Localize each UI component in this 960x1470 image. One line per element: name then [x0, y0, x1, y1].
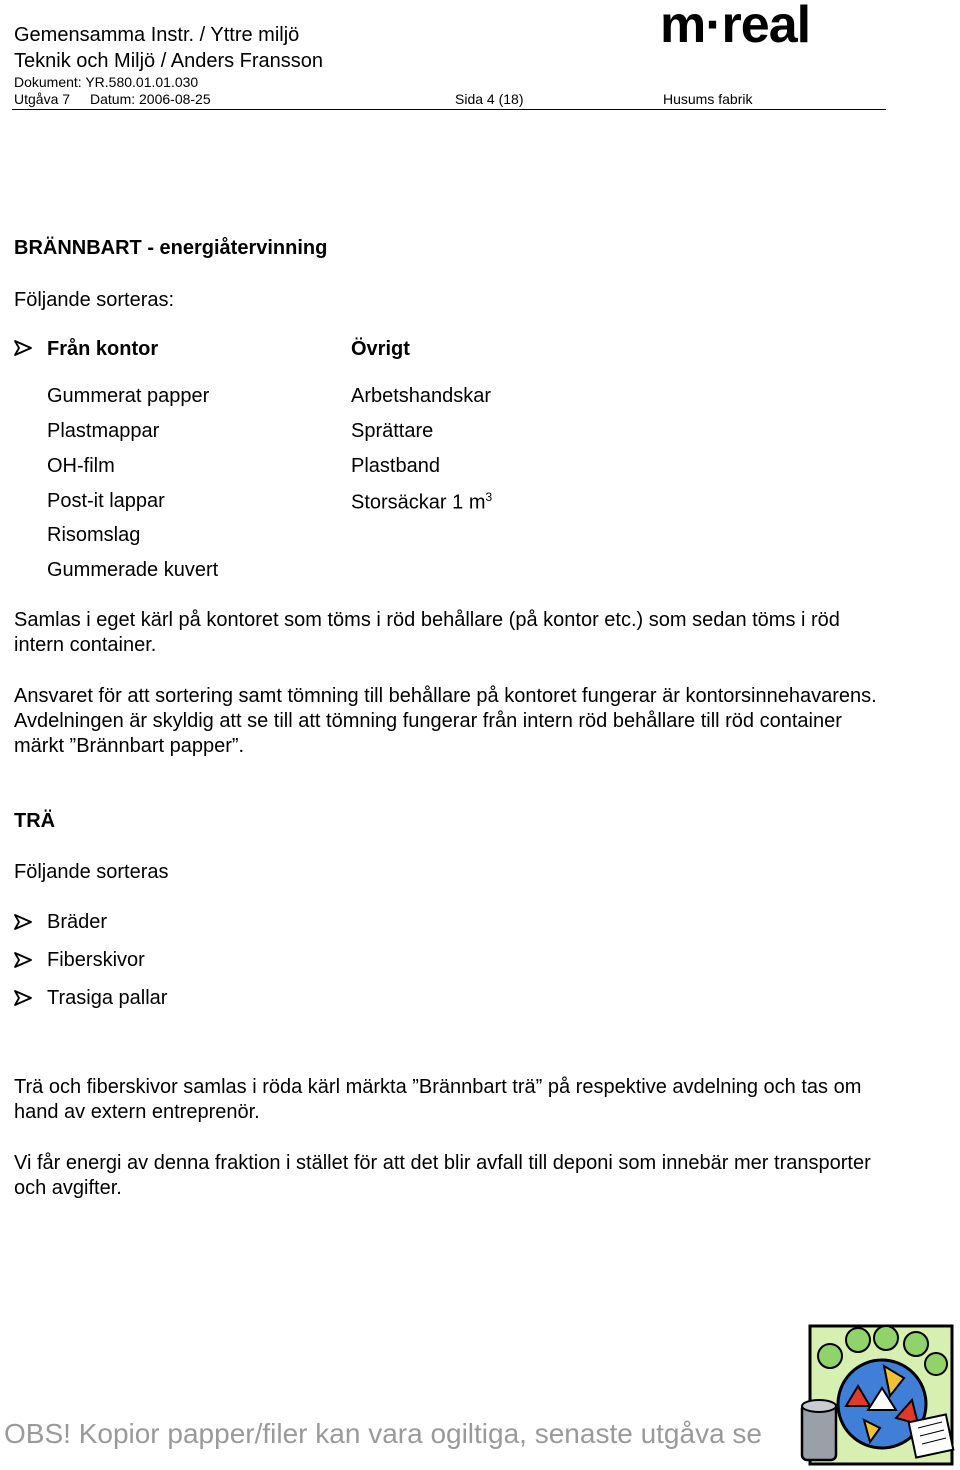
header-author: Teknik och Miljö / Anders Fransson — [14, 50, 324, 72]
paragraph: Ansvaret för att sortering samt tömning till behållare på kontoret fungerar är kontorsinnehavarens. Avdelningen är skyldig att se till att tömning fungerar från intern röd behållare till röd container märkt ”Brännbart papper”. — [14, 685, 877, 757]
column-heading-ovrigt: Övrigt — [351, 338, 410, 360]
header-page-number: Sida 4 (18) — [455, 91, 524, 107]
list-item: Gummerat papper — [47, 385, 210, 407]
list-item-label: Storsäckar 1 m — [351, 491, 486, 514]
header-site: Husums fabrik — [663, 91, 753, 107]
logo-text: m·real — [660, 2, 811, 48]
paragraph: Trä och fiberskivor samlas i röda kärl märkta ”Brännbart trä” på respektive avdelning och tas om hand av extern entreprenör. — [14, 1076, 862, 1123]
paragraph: Samlas i eget kärl på kontoret som töms i röd behållare (på kontor etc.) som sedan töms i röd intern container. — [14, 609, 840, 656]
arrowhead-bullet-icon — [14, 914, 32, 935]
m-real-logo — [660, 2, 884, 48]
list-item — [351, 490, 492, 515]
section-title-brannbart: BRÄNNBART - energiåtervinning — [14, 237, 328, 259]
section-intro-tra: Följande sorteras — [14, 861, 169, 883]
list-item: Bräder — [47, 911, 108, 933]
header-department: Gemensamma Instr. / Yttre miljö — [14, 24, 300, 46]
arrowhead-bullet-icon — [14, 990, 32, 1011]
header-document-id: Dokument: YR.580.01.01.030 — [14, 74, 199, 90]
section-intro-brannbart: Följande sorteras: — [14, 289, 175, 311]
list-item: OH-film — [47, 455, 115, 477]
recycling-clipart — [800, 1322, 956, 1468]
list-item: Arbetshandskar — [351, 385, 492, 407]
list-item: Fiberskivor — [47, 949, 145, 971]
list-item: Trasiga pallar — [47, 987, 168, 1009]
header-date: Datum: 2006-08-25 — [90, 91, 211, 107]
header-edition: Utgåva 7 — [14, 91, 71, 107]
paragraph: Vi får energi av denna fraktion i stället för att det blir avfall till deponi som innebär mer transporter och avgifter. — [14, 1152, 871, 1199]
list-item: Post-it lappar — [47, 490, 165, 512]
header-divider — [12, 109, 886, 110]
list-item: Plastmappar — [47, 420, 160, 442]
arrowhead-bullet-icon — [14, 340, 32, 361]
list-item: Sprättare — [351, 420, 434, 442]
footer-notice: OBS! Kopior papper/filer kan vara ogiltiga, senaste utgåva se — [4, 1418, 762, 1449]
superscript: 3 — [485, 490, 493, 504]
section-title-tra: TRÄ — [14, 810, 56, 832]
column-heading-fran-kontor: Från kontor — [47, 338, 159, 360]
list-item: Gummerade kuvert — [47, 559, 219, 581]
list-item: Plastband — [351, 455, 440, 477]
list-item: Risomslag — [47, 524, 141, 546]
arrowhead-bullet-icon — [14, 952, 32, 973]
